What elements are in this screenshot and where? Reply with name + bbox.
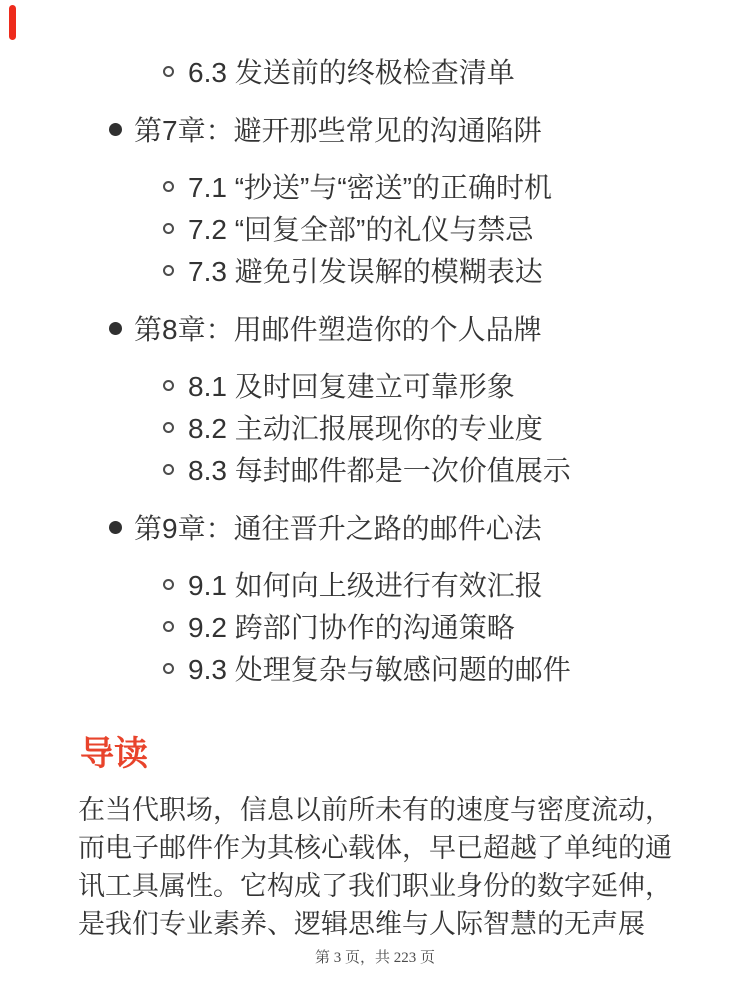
bullet-hollow-icon — [163, 265, 174, 276]
intro-paragraph — [78, 791, 750, 943]
bullet-hollow-icon — [163, 579, 174, 590]
toc-item-label: 第7章：避开那些常见的沟通陷阱 — [134, 115, 542, 146]
bullet-hollow-icon — [163, 66, 174, 77]
bullet-hollow-icon — [163, 464, 174, 475]
toc-chapter-item — [0, 108, 750, 150]
toc-sub-item — [0, 165, 750, 207]
toc-sub-item — [0, 406, 750, 448]
toc-item-label: 9.2 跨部门协作的沟通策略 — [188, 612, 515, 643]
bullet-hollow-icon — [163, 181, 174, 192]
toc-chapter-item — [0, 307, 750, 349]
toc-sub-item — [0, 50, 750, 92]
toc-sub-item — [0, 563, 750, 605]
toc-item-label: 8.1 及时回复建立可靠形象 — [188, 371, 515, 402]
bullet-hollow-icon — [163, 663, 174, 674]
toc-item-label: 9.1 如何向上级进行有效汇报 — [188, 570, 543, 601]
toc-sub-item — [0, 605, 750, 647]
toc-item-label: 第9章：通往晋升之路的邮件心法 — [134, 513, 542, 544]
toc-item-label: 7.2 “回复全部”的礼仪与禁忌 — [188, 214, 534, 245]
toc-item-label: 7.1 “抄送”与“密送”的正确时机 — [188, 172, 553, 203]
toc-chapter-item — [0, 506, 750, 548]
toc-item-label: 8.3 每封邮件都是一次价值展示 — [188, 455, 571, 486]
toc-sub-item — [0, 364, 750, 406]
bullet-hollow-icon — [163, 223, 174, 234]
toc-item-label: 8.2 主动汇报展现你的专业度 — [188, 413, 543, 444]
bullet-filled-icon — [109, 123, 122, 136]
paragraph-line: 是我们专业素养、逻辑思维与人际智慧的无声展 — [78, 909, 645, 939]
section-heading-daodu: 导读 — [80, 735, 148, 773]
toc-sub-item — [0, 207, 750, 249]
bullet-hollow-icon — [163, 422, 174, 433]
red-accent-bar — [9, 5, 16, 40]
toc-sub-item — [0, 647, 750, 689]
toc-item-label: 第8章：用邮件塑造你的个人品牌 — [134, 314, 542, 345]
bullet-hollow-icon — [163, 621, 174, 632]
toc-sub-item — [0, 249, 750, 291]
bullet-filled-icon — [109, 521, 122, 534]
page-indicator: 第 3 页，共 223 页 — [314, 950, 435, 966]
toc-sub-item — [0, 448, 750, 490]
paragraph-line: 在当代职场，信息以前所未有的速度与密度流动， — [78, 795, 672, 825]
paragraph-line: 讯工具属性。它构成了我们职业身份的数字延伸， — [78, 871, 672, 901]
toc-item-label: 7.3 避免引发误解的模糊表达 — [188, 256, 543, 287]
toc-item-label: 6.3 发送前的终极检查清单 — [188, 57, 515, 88]
paragraph-line: 而电子邮件作为其核心载体，早已超越了单纯的通 — [78, 833, 672, 863]
toc-item-label: 9.3 处理复杂与敏感问题的邮件 — [188, 654, 571, 685]
bullet-hollow-icon — [163, 380, 174, 391]
bullet-filled-icon — [109, 322, 122, 335]
